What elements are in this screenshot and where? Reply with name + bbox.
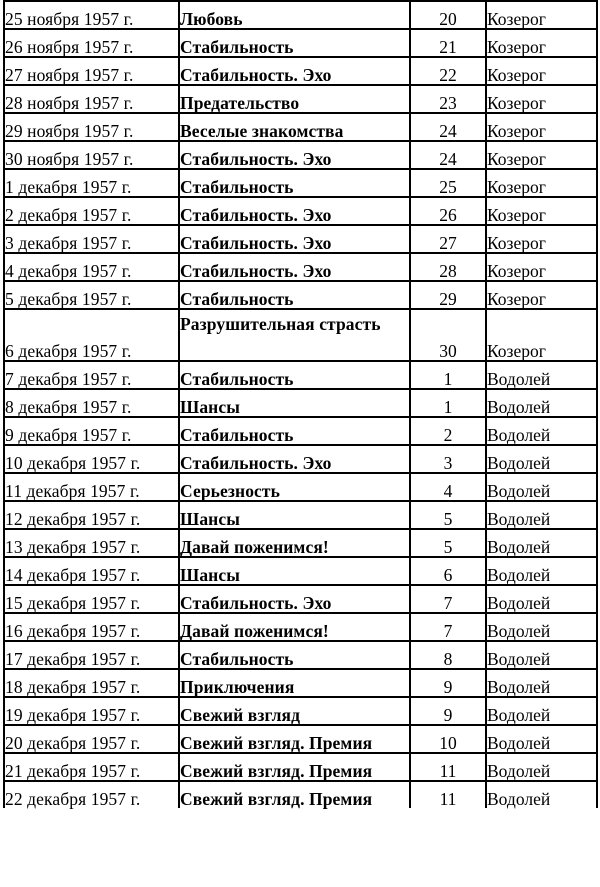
cell-title: Стабильность [179,29,410,57]
cell-num: 20 [410,1,486,29]
cell-sign: Козерог [486,1,597,29]
cell-num: 8 [410,641,486,669]
table-row [4,389,597,417]
table-row [4,557,597,585]
cell-date: 20 декабря 1957 г. [4,725,179,753]
cell-date: 13 декабря 1957 г. [4,529,179,557]
cell-date: 2 декабря 1957 г. [4,197,179,225]
cell-date: 19 декабря 1957 г. [4,697,179,725]
cell-title: Серьезность [179,473,410,501]
table-row [4,417,597,445]
cell-sign: Водолей [486,725,597,753]
cell-date: 25 ноября 1957 г. [4,1,179,29]
cell-sign: Козерог [486,29,597,57]
cell-num: 5 [410,501,486,529]
cell-date: 8 декабря 1957 г. [4,389,179,417]
table-row [4,281,597,309]
cell-date: 18 декабря 1957 г. [4,669,179,697]
cell-num: 3 [410,445,486,473]
table-row [4,85,597,113]
cell-sign: Водолей [486,557,597,585]
table-row [4,361,597,389]
cell-title: Стабильность [179,169,410,197]
cell-num: 2 [410,417,486,445]
astrology-calendar-table [3,0,598,808]
cell-num: 26 [410,197,486,225]
table-row [4,529,597,557]
cell-date: 15 декабря 1957 г. [4,585,179,613]
cell-num: 22 [410,57,486,85]
cell-sign: Козерог [486,197,597,225]
cell-num: 24 [410,113,486,141]
cell-title: Свежий взгляд. Премия [179,781,410,808]
cell-date: 5 декабря 1957 г. [4,281,179,309]
cell-num: 1 [410,361,486,389]
cell-date: 27 ноября 1957 г. [4,57,179,85]
cell-title: Приключения [179,669,410,697]
cell-num: 29 [410,281,486,309]
cell-num: 28 [410,253,486,281]
cell-sign: Водолей [486,641,597,669]
cell-title: Стабильность. Эхо [179,225,410,253]
cell-sign: Козерог [486,57,597,85]
cell-date: 22 декабря 1957 г. [4,781,179,808]
cell-num: 7 [410,585,486,613]
cell-sign: Козерог [486,225,597,253]
table-row [4,613,597,641]
cell-title: Разрушительная страсть [179,309,410,361]
table-row [4,225,597,253]
cell-title: Стабильность. Эхо [179,141,410,169]
cell-num: 11 [410,781,486,808]
table-body [4,1,597,808]
cell-sign: Водолей [486,613,597,641]
cell-title: Стабильность [179,281,410,309]
table-row [4,309,597,361]
table-row [4,669,597,697]
cell-num: 4 [410,473,486,501]
cell-sign: Водолей [486,473,597,501]
cell-sign: Водолей [486,753,597,781]
table-row [4,197,597,225]
cell-num: 27 [410,225,486,253]
cell-sign: Козерог [486,253,597,281]
cell-title: Стабильность [179,641,410,669]
cell-num: 25 [410,169,486,197]
cell-title: Шансы [179,389,410,417]
cell-sign: Водолей [486,417,597,445]
table-row [4,113,597,141]
cell-date: 1 декабря 1957 г. [4,169,179,197]
table-row [4,473,597,501]
cell-num: 1 [410,389,486,417]
cell-date: 10 декабря 1957 г. [4,445,179,473]
cell-date: 28 ноября 1957 г. [4,85,179,113]
cell-sign: Козерог [486,113,597,141]
cell-title: Веселые знакомства [179,113,410,141]
cell-sign: Водолей [486,697,597,725]
cell-title: Свежий взгляд [179,697,410,725]
cell-num: 11 [410,753,486,781]
cell-title: Свежий взгляд. Премия [179,725,410,753]
cell-title: Стабильность. Эхо [179,585,410,613]
cell-title: Стабильность. Эхо [179,197,410,225]
cell-num: 5 [410,529,486,557]
cell-sign: Козерог [486,85,597,113]
table-row [4,169,597,197]
cell-sign: Водолей [486,529,597,557]
cell-date: 21 декабря 1957 г. [4,753,179,781]
table-row [4,697,597,725]
table-row [4,445,597,473]
cell-num: 24 [410,141,486,169]
cell-title: Стабильность. Эхо [179,57,410,85]
cell-num: 10 [410,725,486,753]
cell-date: 7 декабря 1957 г. [4,361,179,389]
table-row [4,781,597,808]
cell-date: 4 декабря 1957 г. [4,253,179,281]
cell-sign: Водолей [486,445,597,473]
table-row [4,57,597,85]
cell-num: 6 [410,557,486,585]
table-row [4,253,597,281]
cell-date: 9 декабря 1957 г. [4,417,179,445]
cell-date: 17 декабря 1957 г. [4,641,179,669]
cell-sign: Козерог [486,141,597,169]
cell-num: 9 [410,697,486,725]
cell-date: 12 декабря 1957 г. [4,501,179,529]
cell-title: Любовь [179,1,410,29]
cell-title: Шансы [179,501,410,529]
cell-title: Предательство [179,85,410,113]
cell-date: 26 ноября 1957 г. [4,29,179,57]
cell-date: 6 декабря 1957 г. [4,309,179,361]
cell-num: 9 [410,669,486,697]
table-row [4,29,597,57]
table-row [4,141,597,169]
cell-sign: Водолей [486,585,597,613]
cell-sign: Козерог [486,281,597,309]
cell-sign: Водолей [487,788,551,809]
cell-date: 29 ноября 1957 г. [4,113,179,141]
table-row [4,585,597,613]
table-row [4,725,597,753]
cell-num: 30 [410,309,486,361]
cell-sign: Водолей [486,669,597,697]
cell-date: 11 декабря 1957 г. [4,473,179,501]
cell-sign: Водолей [486,361,597,389]
cell-date: 30 ноября 1957 г. [4,141,179,169]
cell-title: Шансы [179,557,410,585]
cell-num: 23 [410,85,486,113]
table-row [4,501,597,529]
cell-date: 14 декабря 1957 г. [4,557,179,585]
cell-title: Давай поженимся! [179,613,410,641]
cell-sign: Водолей [486,501,597,529]
cell-title: Стабильность. Эхо [179,253,410,281]
table-row [4,1,597,29]
cell-date: 3 декабря 1957 г. [4,225,179,253]
cell-sign: Козерог [486,309,597,361]
cell-num: 21 [410,29,486,57]
cell-sign: Водолей [486,389,597,417]
cell-sign: Козерог [486,169,597,197]
table-row [4,753,597,781]
cell-title: Давай поженимся! [179,529,410,557]
table-row [4,641,597,669]
cell-date: 16 декабря 1957 г. [4,613,179,641]
cell-num: 7 [410,613,486,641]
cell-title: Свежий взгляд. Премия [179,753,410,781]
cell-title: Стабильность [179,417,410,445]
cell-title: Стабильность. Эхо [179,445,410,473]
cell-title: Стабильность [179,361,410,389]
